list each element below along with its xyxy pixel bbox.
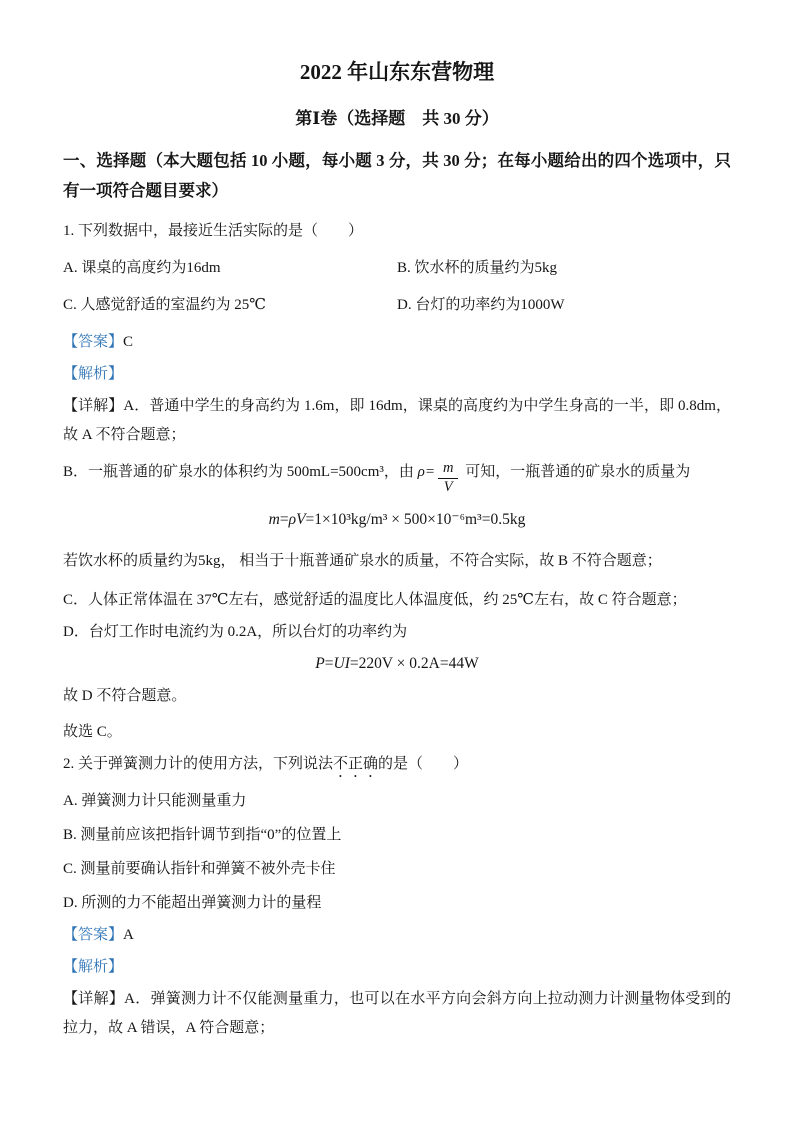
q1-options-row-ab [63,254,731,283]
formula-var-rho-v: ρV [288,511,306,529]
q1-option-b: B. 饮水杯的质量约为5kg [397,260,558,276]
q2-option-a: A. 弹簧测力计只能测量重力 [63,793,247,810]
q1-detail-b [63,458,731,496]
q2-detail-a-text: A．弹簧测力计不仅能测量重力，也可以在水平方向会斜方向上拉动测力计测量物体受到的拉力，故 A 错误，A 符合题意； [63,991,731,1037]
q2-option-c: C. 测量前要确认指针和弹簧不被外壳卡住 [63,861,336,878]
part-one-title: 第Ⅰ卷（选择题 共 30 分） [295,109,499,128]
q1-detail-label: 【详解】 [63,398,124,414]
formula-equals-2: = [324,655,334,673]
formula-var-p: P [315,655,325,673]
q2-answer-line [63,921,731,950]
q1-detail-a-text: A．普通中学生的身高约为 1.6m，即 16dm，课桌的高度约为中学生身高的一半，即 0.8dm，故 A 不符合题意； [63,398,731,443]
q1-detail-b2: 若饮水杯的质量约为5kg， 相当于十瓶普通矿泉水的质量，不符合实际，故 B 不符合题意； [63,553,662,570]
q1-answer-label: 【答案】 [63,334,124,350]
formula-var-m: m [268,511,280,529]
q2-analysis-line [63,953,731,982]
q1-detail-b-before: B．一瓶普通的矿泉水的体积约为 500mL=500cm³，由 [63,464,418,480]
q2-stem-emphasized: 不正确 [333,756,379,773]
q1-option-d: D. 台灯的功率约为1000W [397,297,565,313]
q1-detail-d: D．台灯工作时电流约为 0.2A，所以台灯的功率约为 [63,624,408,641]
formula-equals: = [279,511,289,529]
formula-mass-result: =1×10³kg/m³ × 500×10⁻⁶m³=0.5kg [305,511,526,529]
fraction-denominator: V [443,479,453,496]
rho-equals-symbol: ρ= [417,464,435,480]
q2-answer-value: A [123,927,134,944]
q2-stem-after: 的是（ ） [378,756,469,773]
q1-analysis-label: 【解析】 [63,366,124,382]
q2-option-b: B. 测量前应该把指针调节到指“0”的位置上 [63,827,342,844]
q2-answer-label: 【答案】 [63,927,124,944]
q1-answer-value: C [123,334,134,350]
q1-detail-c: C．人体正常体温在 37℃左右，感觉舒适的温度比人体温度低，约 25℃左右，故 C 符合题意； [63,592,687,609]
mass-calculation-formula [63,505,731,535]
formula-power-result: =220V × 0.2A=44W [349,655,479,673]
q2-option-d: D. 所测的力不能超出弹簧测力计的量程 [63,895,322,912]
q1-option-a: A. 课桌的高度约为16dm [63,260,221,276]
q1-option-c: C. 人感觉舒适的室温约为 25℃ [63,297,267,313]
q1-conclusion-d: 故 D 不符合题意。 [63,688,187,705]
m-over-v-fraction [438,461,458,496]
q1-conclusion: 故选 C。 [63,724,122,741]
q2-stem-before: 2. 关于弹簧测力计的使用方法，下列说法 [63,756,334,773]
q1-detail-a [63,392,731,450]
power-calculation-formula [63,649,731,679]
q1-analysis-line [63,360,731,389]
fraction-numerator: m [438,461,458,479]
q1-stem: 1. 下列数据中，最接近生活实际的是（ ） [63,223,364,239]
q2-detail-a [63,985,731,1043]
q1-options-row-cd [63,291,731,320]
q1-detail-b-after: 可知，一瓶普通的矿泉水的质量为 [461,464,691,480]
q2-detail-label: 【详解】 [63,991,125,1008]
q2-analysis-label: 【解析】 [63,959,124,976]
section-instructions: 一、选择题（本大题包括 10 小题，每小题 3 分，共 30 分；在每小题给出的四个选项中，只有一项符合题目要求） [63,151,731,200]
page-title: 2022 年山东东营物理 [299,60,495,84]
formula-var-ui: UI [333,655,350,673]
q2-stem [63,750,731,781]
q1-answer-line [63,328,731,357]
